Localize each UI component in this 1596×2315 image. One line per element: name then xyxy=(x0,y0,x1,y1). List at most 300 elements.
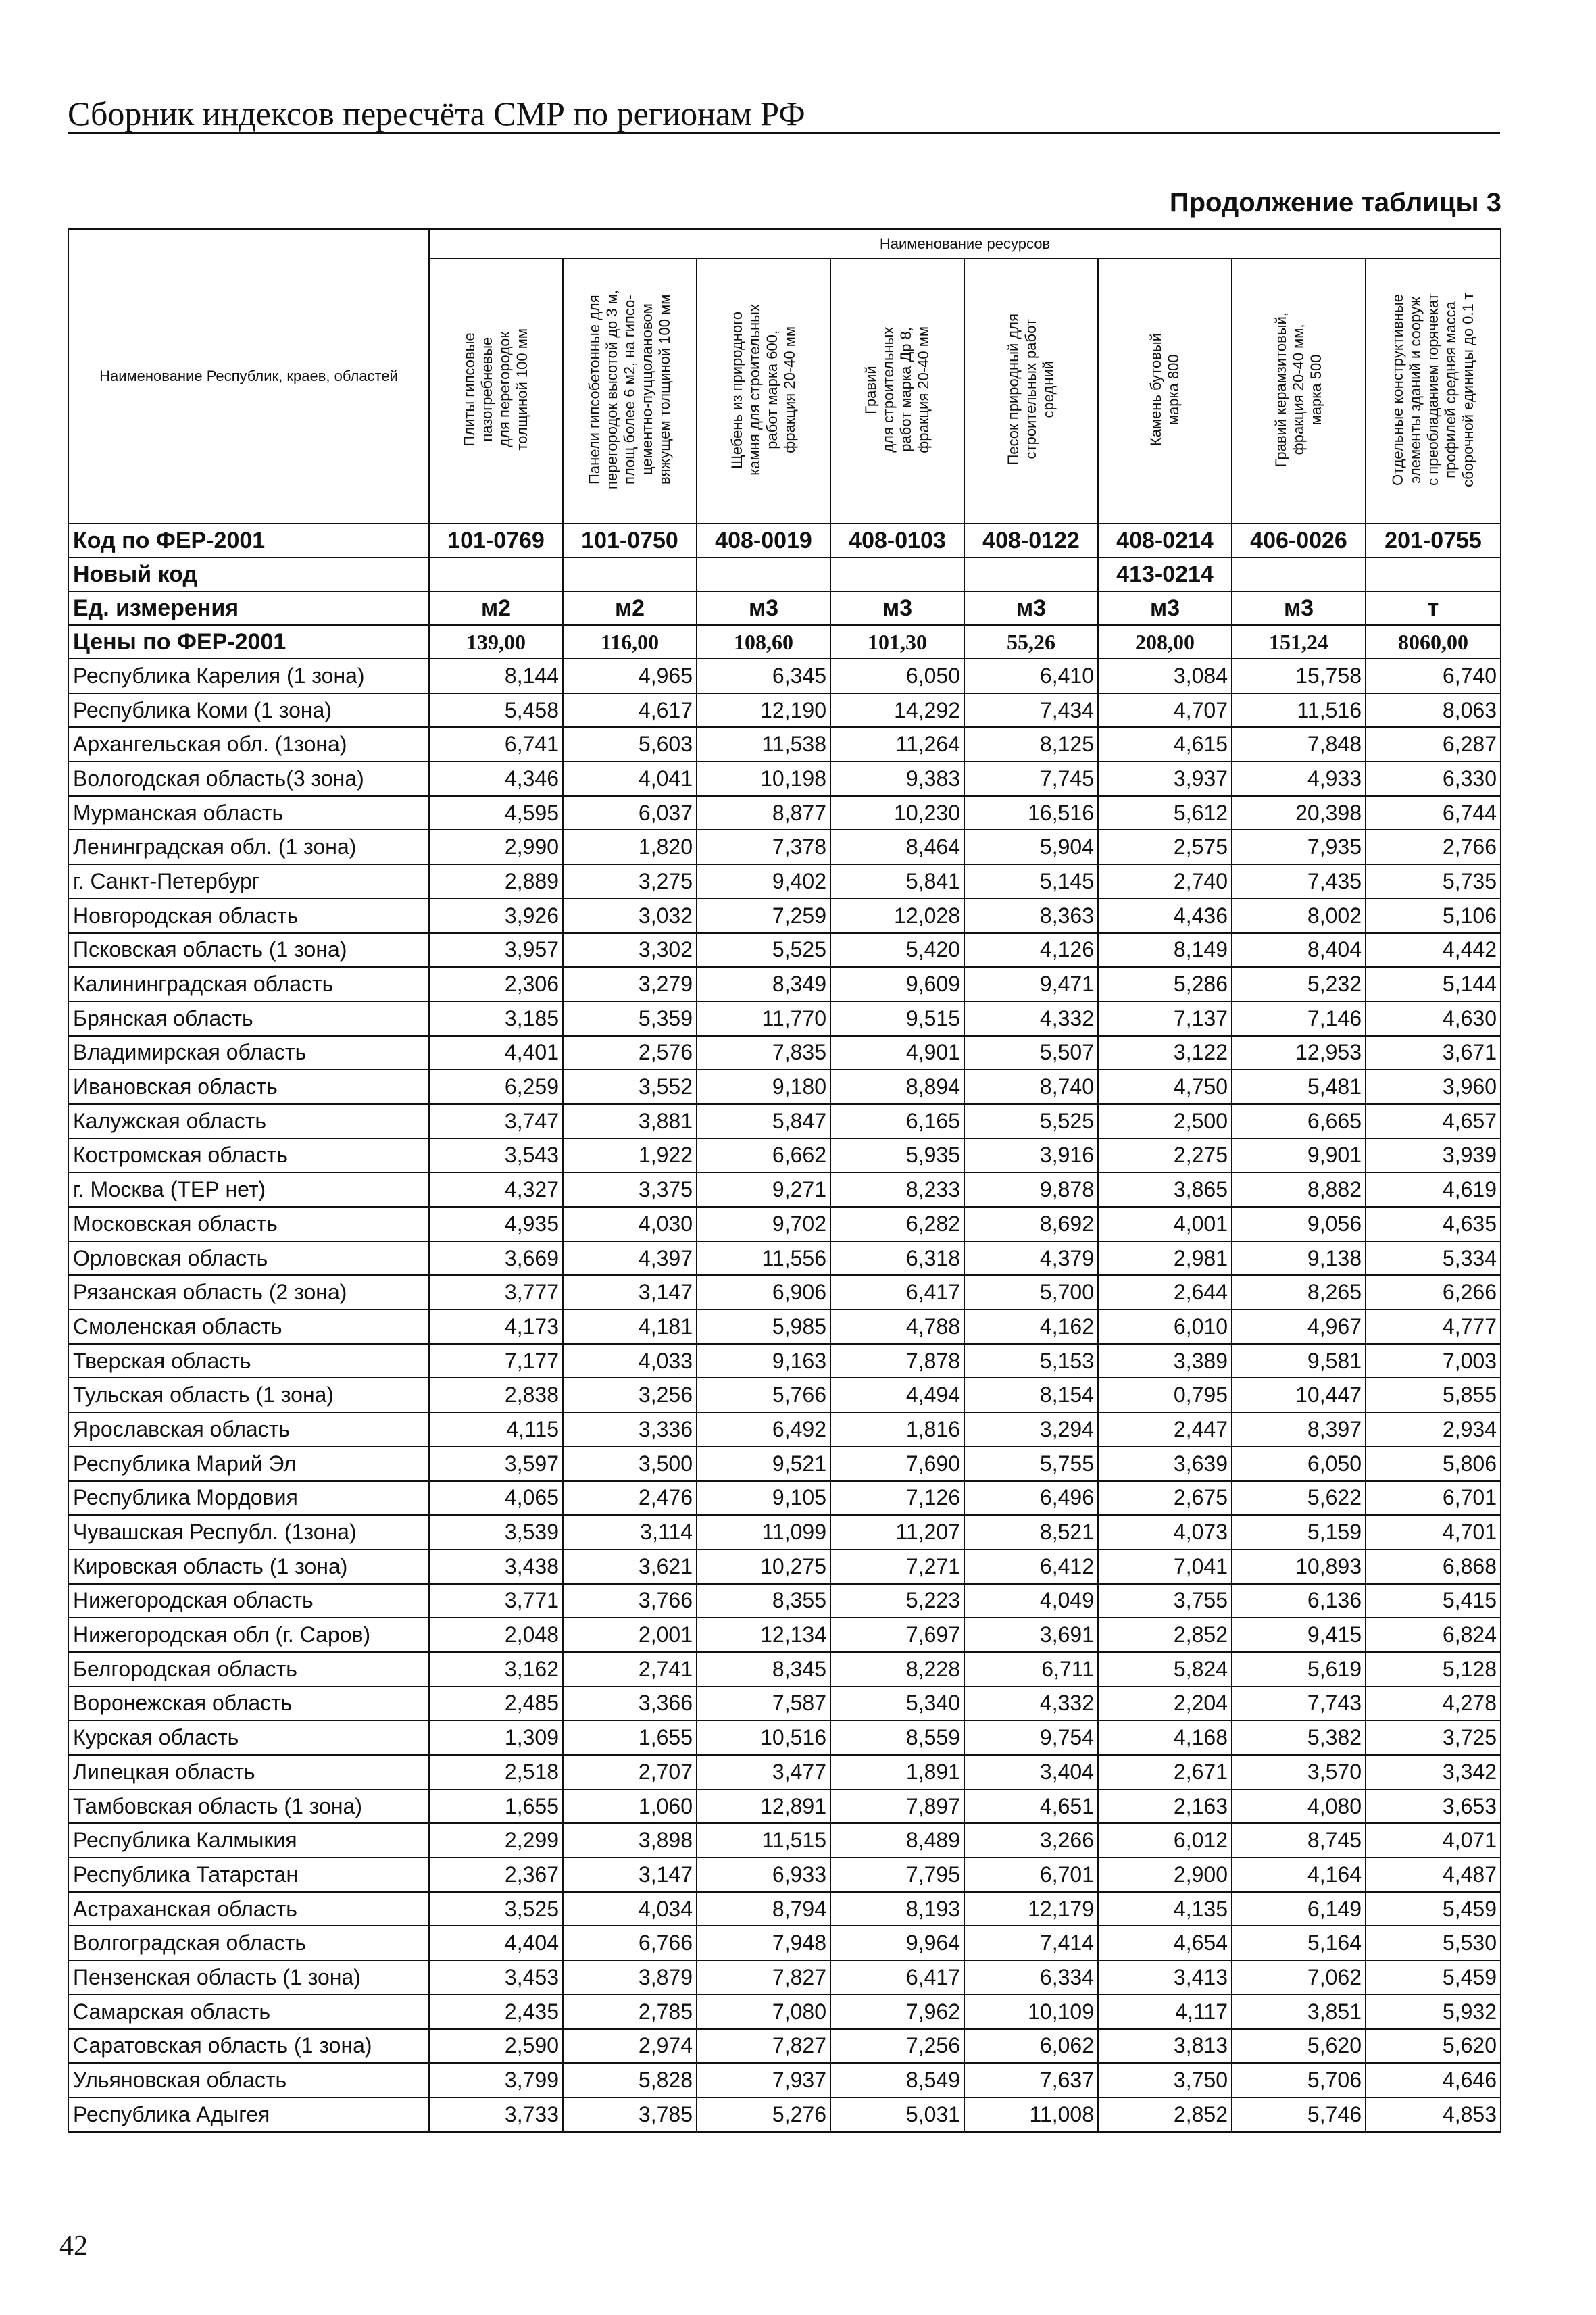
index-value: 5,824 xyxy=(1098,1652,1232,1687)
index-value: 5,735 xyxy=(1366,864,1501,899)
index-value: 5,828 xyxy=(563,2063,697,2097)
index-value: 8,125 xyxy=(964,727,1098,762)
unit-row-value: м3 xyxy=(830,591,964,625)
index-value: 6,037 xyxy=(563,796,697,830)
index-value: 3,477 xyxy=(697,1755,830,1789)
index-value: 5,847 xyxy=(697,1104,830,1139)
index-value: 8,063 xyxy=(1366,693,1501,728)
index-value: 4,436 xyxy=(1098,899,1232,933)
index-value: 6,662 xyxy=(697,1139,830,1173)
index-value: 11,770 xyxy=(697,1001,830,1036)
fer-code-row-value: 201-0755 xyxy=(1366,524,1501,557)
price-row-value: 208,00 xyxy=(1098,625,1232,659)
region-name: Владимирская область xyxy=(68,1036,429,1070)
index-value: 4,073 xyxy=(1098,1515,1232,1549)
index-value: 6,701 xyxy=(964,1858,1098,1892)
table-row xyxy=(68,1378,1501,1412)
index-value: 2,900 xyxy=(1098,1858,1232,1892)
new-code-empty xyxy=(964,557,1098,591)
table-row xyxy=(68,933,1501,968)
index-value: 7,848 xyxy=(1232,727,1366,762)
index-value: 6,933 xyxy=(697,1858,830,1892)
index-value: 7,745 xyxy=(964,762,1098,796)
index-value: 6,665 xyxy=(1232,1104,1366,1139)
page-number: 42 xyxy=(59,2231,88,2262)
region-name: Республика Марий Эл xyxy=(68,1447,429,1481)
index-value: 4,777 xyxy=(1366,1310,1501,1344)
index-value: 8,404 xyxy=(1232,933,1366,968)
table-row xyxy=(68,1139,1501,1173)
region-name: Курская область xyxy=(68,1720,429,1755)
index-value: 9,581 xyxy=(1232,1344,1366,1378)
index-value: 9,901 xyxy=(1232,1139,1366,1173)
index-value: 3,766 xyxy=(563,1584,697,1618)
index-value: 3,275 xyxy=(563,864,697,899)
index-value: 9,415 xyxy=(1232,1618,1366,1652)
index-value: 3,916 xyxy=(964,1139,1098,1173)
index-value: 14,292 xyxy=(830,693,964,728)
index-value: 11,264 xyxy=(830,727,964,762)
table-row xyxy=(68,1001,1501,1036)
region-name: Самарская область xyxy=(68,1995,429,2029)
index-value: 7,690 xyxy=(830,1447,964,1481)
index-value: 7,414 xyxy=(964,1926,1098,1960)
index-value: 9,402 xyxy=(697,864,830,899)
index-value: 9,105 xyxy=(697,1481,830,1516)
index-value: 3,747 xyxy=(429,1104,563,1139)
index-value: 6,492 xyxy=(697,1412,830,1447)
index-value: 6,334 xyxy=(964,1960,1098,1995)
region-name: Архангельская обл. (1зона) xyxy=(68,727,429,762)
column-header xyxy=(830,259,964,524)
region-name: Тверская область xyxy=(68,1344,429,1378)
index-value: 2,435 xyxy=(429,1995,563,2029)
index-value: 4,135 xyxy=(1098,1892,1232,1926)
index-value: 9,056 xyxy=(1232,1207,1366,1241)
unit-row-label: Ед. измерения xyxy=(68,591,429,625)
index-value: 3,084 xyxy=(1098,659,1232,693)
index-value: 5,932 xyxy=(1366,1995,1501,2029)
region-name: Новгородская область xyxy=(68,899,429,933)
index-value: 8,265 xyxy=(1232,1275,1366,1310)
index-value: 11,556 xyxy=(697,1241,830,1276)
table-row xyxy=(68,727,1501,762)
index-value: 4,487 xyxy=(1366,1858,1501,1892)
region-name: Рязанская область (2 зона) xyxy=(68,1275,429,1310)
index-value: 6,766 xyxy=(563,1926,697,1960)
new-code-empty xyxy=(563,557,697,591)
index-value: 9,383 xyxy=(830,762,964,796)
unit-row-value: м3 xyxy=(697,591,830,625)
index-value: 4,379 xyxy=(964,1241,1098,1276)
new-code-row xyxy=(68,557,1501,591)
index-value: 2,974 xyxy=(563,2029,697,2064)
index-value: 7,259 xyxy=(697,899,830,933)
index-value: 8,794 xyxy=(697,1892,830,1926)
table-row xyxy=(68,1618,1501,1652)
index-value: 7,835 xyxy=(697,1036,830,1070)
index-value: 2,644 xyxy=(1098,1275,1232,1310)
index-value: 5,706 xyxy=(1232,2063,1366,2097)
index-value: 4,935 xyxy=(429,1207,563,1241)
index-value: 3,597 xyxy=(429,1447,563,1481)
index-value: 3,525 xyxy=(429,1892,563,1926)
index-value: 5,525 xyxy=(697,933,830,968)
index-value: 7,637 xyxy=(964,2063,1098,2097)
index-value: 7,743 xyxy=(1232,1687,1366,1721)
table-row xyxy=(68,1720,1501,1755)
index-value: 3,266 xyxy=(964,1823,1098,1858)
index-value: 4,646 xyxy=(1366,2063,1501,2097)
region-index-table xyxy=(68,228,1501,2133)
index-value: 5,985 xyxy=(697,1310,830,1344)
index-value: 4,701 xyxy=(1366,1515,1501,1549)
index-value: 6,701 xyxy=(1366,1481,1501,1516)
region-name: Пензенская область (1 зона) xyxy=(68,1960,429,1995)
index-value: 7,146 xyxy=(1232,1001,1366,1036)
region-name: Нижегородская обл (г. Саров) xyxy=(68,1618,429,1652)
index-value: 4,065 xyxy=(429,1481,563,1516)
table-row xyxy=(68,1275,1501,1310)
index-value: 6,412 xyxy=(964,1549,1098,1584)
fer-code-row-value: 406-0026 xyxy=(1232,524,1366,557)
index-value: 2,838 xyxy=(429,1378,563,1412)
index-value: 4,615 xyxy=(1098,727,1232,762)
index-value: 8,692 xyxy=(964,1207,1098,1241)
index-value: 3,621 xyxy=(563,1549,697,1584)
region-name: Ярославская область xyxy=(68,1412,429,1447)
index-value: 5,458 xyxy=(429,693,563,728)
index-value: 8,559 xyxy=(830,1720,964,1755)
index-value: 1,820 xyxy=(563,830,697,864)
index-value: 3,389 xyxy=(1098,1344,1232,1378)
new-code-value: 413-0214 xyxy=(1098,557,1232,591)
index-value: 4,080 xyxy=(1232,1789,1366,1824)
index-value: 1,309 xyxy=(429,1720,563,1755)
region-name: Белгородская область xyxy=(68,1652,429,1687)
region-name: Вологодская область(3 зона) xyxy=(68,762,429,796)
index-value: 6,417 xyxy=(830,1960,964,1995)
table-row xyxy=(68,1172,1501,1207)
index-value: 2,671 xyxy=(1098,1755,1232,1789)
index-value: 10,275 xyxy=(697,1549,830,1584)
index-value: 3,881 xyxy=(563,1104,697,1139)
index-value: 8,228 xyxy=(830,1652,964,1687)
index-value: 5,340 xyxy=(830,1687,964,1721)
index-value: 7,937 xyxy=(697,2063,830,2097)
index-value: 3,777 xyxy=(429,1275,563,1310)
corner-header: Наименование Республик, краев, областей xyxy=(68,229,429,524)
index-value: 1,816 xyxy=(830,1412,964,1447)
index-value: 3,879 xyxy=(563,1960,697,1995)
index-value: 2,275 xyxy=(1098,1139,1232,1173)
index-value: 3,302 xyxy=(563,933,697,968)
index-value: 6,711 xyxy=(964,1652,1098,1687)
index-value: 5,620 xyxy=(1366,2029,1501,2064)
index-value: 8,549 xyxy=(830,2063,964,2097)
unit-row-value: м3 xyxy=(1098,591,1232,625)
index-value: 3,147 xyxy=(563,1858,697,1892)
index-value: 9,180 xyxy=(697,1070,830,1104)
table-row xyxy=(68,1926,1501,1960)
index-value: 6,906 xyxy=(697,1275,830,1310)
table-row xyxy=(68,1858,1501,1892)
table-row xyxy=(68,2097,1501,2132)
index-value: 7,795 xyxy=(830,1858,964,1892)
price-row-value: 116,00 xyxy=(563,625,697,659)
index-value: 6,330 xyxy=(1366,762,1501,796)
index-value: 11,008 xyxy=(964,2097,1098,2132)
index-value: 3,755 xyxy=(1098,1584,1232,1618)
index-value: 2,367 xyxy=(429,1858,563,1892)
index-value: 3,032 xyxy=(563,899,697,933)
table-row xyxy=(68,1584,1501,1618)
table-row xyxy=(68,1207,1501,1241)
index-value: 20,398 xyxy=(1232,796,1366,830)
unit-row xyxy=(68,591,1501,625)
region-name: г. Санкт-Петербург xyxy=(68,864,429,899)
index-value: 6,741 xyxy=(429,727,563,762)
index-value: 7,897 xyxy=(830,1789,964,1824)
index-value: 8,397 xyxy=(1232,1412,1366,1447)
index-value: 5,612 xyxy=(1098,796,1232,830)
price-row-value: 108,60 xyxy=(697,625,830,659)
index-value: 6,345 xyxy=(697,659,830,693)
continuation-caption: Продолжение таблицы 3 xyxy=(1169,188,1501,218)
index-value: 11,515 xyxy=(697,1823,830,1858)
index-value: 12,190 xyxy=(697,693,830,728)
index-value: 8,002 xyxy=(1232,899,1366,933)
index-value: 4,115 xyxy=(429,1412,563,1447)
table-row xyxy=(68,830,1501,864)
index-value: 8,489 xyxy=(830,1823,964,1858)
index-value: 3,960 xyxy=(1366,1070,1501,1104)
index-value: 3,147 xyxy=(563,1275,697,1310)
column-header xyxy=(1098,259,1232,524)
column-header-text: Щебень из природного камня для строительных работ марка 600, фракция 20-40 мм xyxy=(728,303,798,476)
index-value: 4,162 xyxy=(964,1310,1098,1344)
index-value: 5,507 xyxy=(964,1036,1098,1070)
index-value: 5,420 xyxy=(830,933,964,968)
price-row-value: 8060,00 xyxy=(1366,625,1501,659)
index-value: 8,144 xyxy=(429,659,563,693)
index-value: 10,198 xyxy=(697,762,830,796)
region-name: Кировская область (1 зона) xyxy=(68,1549,429,1584)
fer-code-row-value: 408-0122 xyxy=(964,524,1098,557)
price-row-value: 139,00 xyxy=(429,625,563,659)
index-value: 7,137 xyxy=(1098,1001,1232,1036)
index-value: 1,922 xyxy=(563,1139,697,1173)
index-value: 12,891 xyxy=(697,1789,830,1824)
index-value: 6,868 xyxy=(1366,1549,1501,1584)
index-value: 2,163 xyxy=(1098,1789,1232,1824)
index-value: 2,204 xyxy=(1098,1687,1232,1721)
running-title: Сборник индексов пересчёта СМР по регионам РФ xyxy=(68,95,805,132)
index-value: 1,655 xyxy=(429,1789,563,1824)
index-value: 5,904 xyxy=(964,830,1098,864)
region-name: Волгоградская область xyxy=(68,1926,429,1960)
new-code-empty xyxy=(1366,557,1501,591)
price-row-value: 151,24 xyxy=(1232,625,1366,659)
index-value: 7,041 xyxy=(1098,1549,1232,1584)
table-row xyxy=(68,1310,1501,1344)
new-code-empty xyxy=(1232,557,1366,591)
index-value: 6,010 xyxy=(1098,1310,1232,1344)
index-value: 9,521 xyxy=(697,1447,830,1481)
index-value: 6,496 xyxy=(964,1481,1098,1516)
new-code-empty xyxy=(830,557,964,591)
table-row xyxy=(68,899,1501,933)
table-body xyxy=(68,524,1501,2132)
index-value: 2,048 xyxy=(429,1618,563,1652)
index-value: 4,346 xyxy=(429,762,563,796)
fer-code-row-value: 408-0103 xyxy=(830,524,964,557)
index-value: 5,232 xyxy=(1232,967,1366,1001)
index-value: 4,332 xyxy=(964,1001,1098,1036)
index-value: 6,318 xyxy=(830,1241,964,1276)
index-value: 4,657 xyxy=(1366,1104,1501,1139)
index-value: 6,282 xyxy=(830,1207,964,1241)
column-header-text: Плиты гипсовые пазогребневые для перегородок толщиной 100 мм xyxy=(461,328,530,451)
index-value: 2,990 xyxy=(429,830,563,864)
index-value: 6,165 xyxy=(830,1104,964,1139)
index-value: 7,962 xyxy=(830,1995,964,2029)
index-value: 15,758 xyxy=(1232,659,1366,693)
index-value: 3,375 xyxy=(563,1172,697,1207)
region-name: Астраханская область xyxy=(68,1892,429,1926)
index-value: 9,964 xyxy=(830,1926,964,1960)
index-value: 5,415 xyxy=(1366,1584,1501,1618)
fer-code-row-value: 408-0214 xyxy=(1098,524,1232,557)
index-value: 8,193 xyxy=(830,1892,964,1926)
unit-row-value: т xyxy=(1366,591,1501,625)
region-name: Костромская область xyxy=(68,1139,429,1173)
index-value: 9,271 xyxy=(697,1172,830,1207)
index-value: 7,271 xyxy=(830,1549,964,1584)
region-name: Нижегородская область xyxy=(68,1584,429,1618)
index-value: 7,697 xyxy=(830,1618,964,1652)
index-value: 5,935 xyxy=(830,1139,964,1173)
index-value: 10,109 xyxy=(964,1995,1098,2029)
index-value: 3,279 xyxy=(563,967,697,1001)
region-name: Республика Татарстан xyxy=(68,1858,429,1892)
index-value: 3,114 xyxy=(563,1515,697,1549)
index-value: 5,359 xyxy=(563,1001,697,1036)
index-value: 6,740 xyxy=(1366,659,1501,693)
region-name: Липецкая область xyxy=(68,1755,429,1789)
index-value: 11,207 xyxy=(830,1515,964,1549)
table-row xyxy=(68,2029,1501,2064)
index-value: 2,707 xyxy=(563,1755,697,1789)
index-value: 2,447 xyxy=(1098,1412,1232,1447)
region-name: Республика Мордовия xyxy=(68,1481,429,1516)
region-name: Республика Коми (1 зона) xyxy=(68,693,429,728)
region-name: Псковская область (1 зона) xyxy=(68,933,429,968)
index-value: 5,841 xyxy=(830,864,964,899)
index-value: 16,516 xyxy=(964,796,1098,830)
index-value: 10,893 xyxy=(1232,1549,1366,1584)
table-row xyxy=(68,1036,1501,1070)
index-value: 9,471 xyxy=(964,967,1098,1001)
region-name: Московская область xyxy=(68,1207,429,1241)
index-value: 6,050 xyxy=(830,659,964,693)
index-value: 5,622 xyxy=(1232,1481,1366,1516)
index-value: 5,603 xyxy=(563,727,697,762)
table-row xyxy=(68,1687,1501,1721)
index-value: 4,332 xyxy=(964,1687,1098,1721)
index-value: 10,230 xyxy=(830,796,964,830)
index-value: 4,630 xyxy=(1366,1001,1501,1036)
index-value: 3,750 xyxy=(1098,2063,1232,2097)
table-row xyxy=(68,1412,1501,1447)
index-value: 3,771 xyxy=(429,1584,563,1618)
index-value: 7,177 xyxy=(429,1344,563,1378)
index-value: 2,785 xyxy=(563,1995,697,2029)
column-header xyxy=(429,259,563,524)
index-value: 3,725 xyxy=(1366,1720,1501,1755)
index-value: 2,299 xyxy=(429,1823,563,1858)
index-value: 4,001 xyxy=(1098,1207,1232,1241)
index-value: 2,476 xyxy=(563,1481,697,1516)
index-value: 2,590 xyxy=(429,2029,563,2064)
index-value: 7,434 xyxy=(964,693,1098,728)
index-value: 3,813 xyxy=(1098,2029,1232,2064)
index-value: 5,766 xyxy=(697,1378,830,1412)
index-value: 7,003 xyxy=(1366,1344,1501,1378)
region-name: Воронежская область xyxy=(68,1687,429,1721)
index-value: 11,516 xyxy=(1232,693,1366,728)
region-name: Тамбовская область (1 зона) xyxy=(68,1789,429,1824)
table-row xyxy=(68,1755,1501,1789)
fer-code-row xyxy=(68,524,1501,557)
index-value: 11,538 xyxy=(697,727,830,762)
index-value: 3,669 xyxy=(429,1241,563,1276)
index-value: 3,162 xyxy=(429,1652,563,1687)
index-value: 7,126 xyxy=(830,1481,964,1516)
index-value: 5,755 xyxy=(964,1447,1098,1481)
index-value: 4,327 xyxy=(429,1172,563,1207)
table-row xyxy=(68,1652,1501,1687)
index-value: 5,164 xyxy=(1232,1926,1366,1960)
index-value: 4,033 xyxy=(563,1344,697,1378)
index-value: 2,852 xyxy=(1098,2097,1232,2132)
index-value: 2,766 xyxy=(1366,830,1501,864)
index-value: 3,939 xyxy=(1366,1139,1501,1173)
index-value: 6,050 xyxy=(1232,1447,1366,1481)
index-value: 2,485 xyxy=(429,1687,563,1721)
index-value: 6,259 xyxy=(429,1070,563,1104)
index-value: 0,795 xyxy=(1098,1378,1232,1412)
index-value: 5,530 xyxy=(1366,1926,1501,1960)
table-row xyxy=(68,693,1501,728)
index-value: 4,173 xyxy=(429,1310,563,1344)
index-value: 8,464 xyxy=(830,830,964,864)
index-value: 2,306 xyxy=(429,967,563,1001)
index-value: 4,401 xyxy=(429,1036,563,1070)
unit-row-value: м3 xyxy=(1232,591,1366,625)
index-value: 4,071 xyxy=(1366,1823,1501,1858)
region-name: Ивановская область xyxy=(68,1070,429,1104)
index-value: 3,413 xyxy=(1098,1960,1232,1995)
index-value: 2,575 xyxy=(1098,830,1232,864)
index-value: 5,700 xyxy=(964,1275,1098,1310)
index-value: 4,619 xyxy=(1366,1172,1501,1207)
index-value: 8,740 xyxy=(964,1070,1098,1104)
index-value: 3,671 xyxy=(1366,1036,1501,1070)
index-value: 3,256 xyxy=(563,1378,697,1412)
unit-row-value: м2 xyxy=(429,591,563,625)
region-name: Ленинградская обл. (1 зона) xyxy=(68,830,429,864)
